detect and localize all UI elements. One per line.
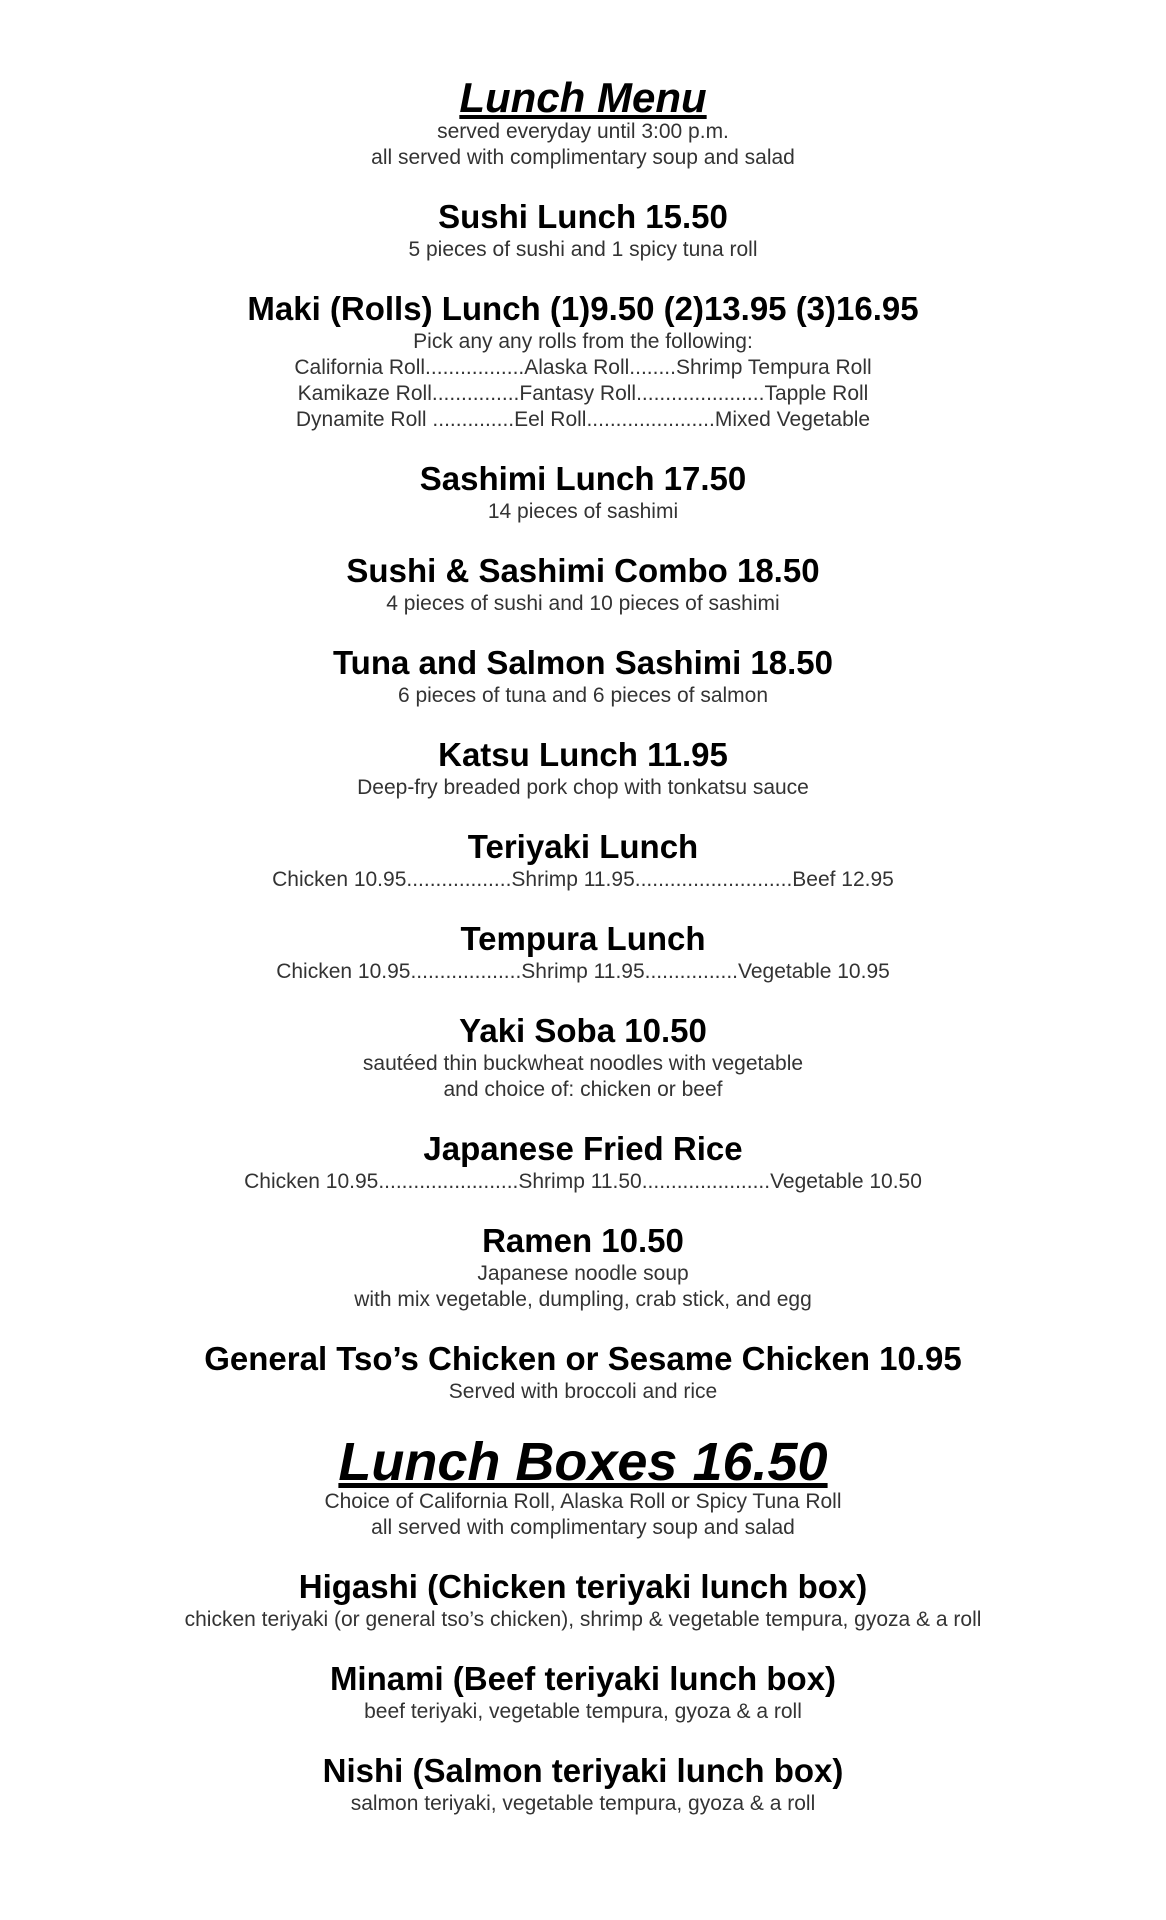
menu-item <box>0 1221 1166 1313</box>
menu-item-heading: Minami (Beef teriyaki lunch box) <box>329 1660 837 1697</box>
menu-item <box>0 1751 1166 1817</box>
menu-item-description: Chicken 10.95........................Shrimp 11.50......................Vegetable 10.50 <box>244 1170 922 1193</box>
menu-item-heading: Sushi & Sashimi Combo 18.50 <box>346 552 820 589</box>
menu-item <box>0 289 1166 433</box>
menu-item <box>0 1129 1166 1195</box>
menu-item-heading: Japanese Fried Rice <box>423 1130 743 1167</box>
menu-item-description: sautéed thin buckwheat noodles with vegetable <box>362 1052 804 1075</box>
lunch-boxes-title: Lunch Boxes 16.50 <box>338 1432 828 1492</box>
subtitle-line: Choice of California Roll, Alaska Roll or Spicy Tuna Roll <box>324 1490 842 1513</box>
menu-item-description: Dynamite Roll ..............Eel Roll......................Mixed Vegetable <box>295 408 871 431</box>
menu-item-description: Chicken 10.95..................Shrimp 11.95...........................Beef 12.95 <box>272 868 894 891</box>
menu-item-heading: Ramen 10.50 <box>482 1222 684 1259</box>
menu-item-description: beef teriyaki, vegetable tempura, gyoza & a roll <box>364 1700 802 1723</box>
menu-item-description: and choice of: chicken or beef <box>443 1078 723 1101</box>
menu-item-heading: Teriyaki Lunch <box>467 828 699 865</box>
menu-item <box>0 735 1166 801</box>
menu-item-description: Kamikaze Roll...............Fantasy Roll......................Tapple Roll <box>297 382 869 405</box>
menu-item-heading: Nishi (Salmon teriyaki lunch box) <box>322 1752 844 1789</box>
menu-item-description: 14 pieces of sashimi <box>487 500 679 523</box>
menu-item <box>0 197 1166 263</box>
menu-item <box>0 1567 1166 1633</box>
lunch-menu-subtitle <box>0 119 1166 171</box>
menu-item-description: chicken teriyaki (or general tso’s chicken), shrimp & vegetable tempura, gyoza & a roll <box>184 1608 982 1631</box>
menu-item-heading: Sashimi Lunch 17.50 <box>419 460 747 497</box>
menu-item-heading: General Tso’s Chicken or Sesame Chicken 10.95 <box>204 1340 962 1377</box>
menu-item-heading: Yaki Soba 10.50 <box>459 1012 707 1049</box>
menu-item-description: 4 pieces of sushi and 10 pieces of sashimi <box>386 592 780 615</box>
menu-item-description: Served with broccoli and rice <box>448 1380 718 1403</box>
menu-item-description: salmon teriyaki, vegetable tempura, gyoza & a roll <box>350 1792 816 1815</box>
menu-item <box>0 1011 1166 1103</box>
menu-item-description: 5 pieces of sushi and 1 spicy tuna roll <box>408 238 758 261</box>
menu-item-description: Chicken 10.95...................Shrimp 11.95................Vegetable 10.95 <box>276 960 890 983</box>
menu-item-description: 6 pieces of tuna and 6 pieces of salmon <box>397 684 769 707</box>
menu-item <box>0 1659 1166 1725</box>
menu-item <box>0 827 1166 893</box>
menu-item-description: California Roll.................Alaska Roll........Shrimp Tempura Roll <box>294 356 872 379</box>
menu-item-heading: Maki (Rolls) Lunch (1)9.50 (2)13.95 (3)16.95 <box>247 290 919 327</box>
menu-item-heading: Sushi Lunch 15.50 <box>438 198 728 235</box>
subtitle-line: served everyday until 3:00 p.m. <box>437 120 729 143</box>
menu-item <box>0 459 1166 525</box>
menu-item-heading: Tempura Lunch <box>460 920 706 957</box>
lunch-boxes-subtitle <box>0 1489 1166 1541</box>
menu-item <box>0 919 1166 985</box>
menu-item-heading: Katsu Lunch 11.95 <box>438 736 728 773</box>
subtitle-line: all served with complimentary soup and salad <box>371 146 795 169</box>
menu-item-description: Pick any any rolls from the following: <box>413 330 753 353</box>
menu-item <box>0 551 1166 617</box>
menu-item <box>0 1339 1166 1405</box>
menu-item <box>0 643 1166 709</box>
lunch-menu-title: Lunch Menu <box>459 74 707 121</box>
subtitle-line: all served with complimentary soup and salad <box>371 1516 795 1539</box>
menu-item-description: Japanese noodle soup <box>477 1262 689 1285</box>
menu-item-description: with mix vegetable, dumpling, crab stick, and egg <box>354 1288 812 1311</box>
menu-item-description: Deep-fry breaded pork chop with tonkatsu sauce <box>357 776 809 799</box>
lunch-menu-items <box>0 197 1166 1405</box>
menu-item-heading: Tuna and Salmon Sashimi 18.50 <box>332 644 834 681</box>
menu-item-heading: Higashi (Chicken teriyaki lunch box) <box>298 1568 868 1605</box>
lunch-boxes-items <box>0 1567 1166 1817</box>
